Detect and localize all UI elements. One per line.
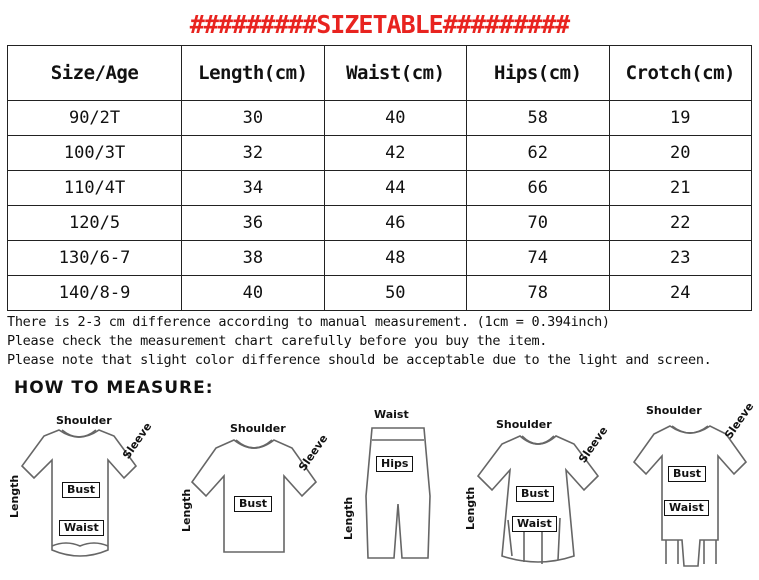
label-shoulder: Shoulder — [496, 418, 552, 432]
cell-size-age: 100/3T — [8, 136, 182, 171]
column-header-hips: Hips(cm) — [467, 46, 609, 101]
cell-crotch: 24 — [609, 276, 751, 311]
cell-waist: 50 — [324, 276, 466, 311]
label-length: Length — [342, 497, 355, 541]
cell-crotch: 22 — [609, 206, 751, 241]
label-waist: Waist — [512, 516, 557, 532]
cell-hips: 78 — [467, 276, 609, 311]
page-title: #########SIZETABLE######### — [189, 10, 570, 39]
how-to-measure-heading: HOW TO MEASURE: — [14, 378, 214, 399]
label-shoulder: Shoulder — [56, 414, 112, 428]
cell-crotch: 19 — [609, 101, 751, 136]
cell-crotch: 21 — [609, 171, 751, 206]
size-table — [7, 45, 752, 311]
label-sleeve: Sleeve — [296, 432, 331, 474]
cell-waist: 46 — [324, 206, 466, 241]
table-header-row — [8, 46, 752, 101]
table-row — [8, 171, 752, 206]
label-length: Length — [180, 489, 193, 533]
label-waist: Waist — [664, 500, 709, 516]
table-row — [8, 206, 752, 241]
cell-length: 38 — [182, 241, 324, 276]
label-bust: Bust — [62, 482, 100, 498]
cell-crotch: 23 — [609, 241, 751, 276]
label-sleeve: Sleeve — [576, 424, 611, 466]
note-line: Please note that slight color difference should be acceptable due to the light and screen. — [7, 352, 712, 369]
cell-waist: 48 — [324, 241, 466, 276]
label-bust: Bust — [234, 496, 272, 512]
label-waist: Waist — [59, 520, 104, 536]
table-body — [8, 101, 752, 311]
label-length: Length — [464, 487, 477, 531]
figure-romper — [622, 400, 756, 570]
table-row — [8, 101, 752, 136]
label-bust: Bust — [516, 486, 554, 502]
table-row — [8, 276, 752, 311]
figure-bodysuit — [4, 400, 156, 570]
cell-hips: 74 — [467, 241, 609, 276]
column-header-size-age: Size/Age — [8, 46, 182, 101]
note-line: Please check the measurement chart carefully before you buy the item. — [7, 333, 548, 350]
cell-size-age: 140/8-9 — [8, 276, 182, 311]
label-length: Length — [8, 475, 21, 519]
cell-crotch: 20 — [609, 136, 751, 171]
cell-waist: 44 — [324, 171, 466, 206]
cell-hips: 62 — [467, 136, 609, 171]
cell-size-age: 90/2T — [8, 101, 182, 136]
cell-length: 34 — [182, 171, 324, 206]
cell-size-age: 110/4T — [8, 171, 182, 206]
cell-size-age: 130/6-7 — [8, 241, 182, 276]
table-row — [8, 136, 752, 171]
cell-length: 36 — [182, 206, 324, 241]
cell-size-age: 120/5 — [8, 206, 182, 241]
cell-length: 40 — [182, 276, 324, 311]
cell-hips: 66 — [467, 171, 609, 206]
cell-waist: 40 — [324, 101, 466, 136]
cell-length: 32 — [182, 136, 324, 171]
label-sleeve: Sleeve — [120, 420, 155, 462]
cell-hips: 70 — [467, 206, 609, 241]
table-row — [8, 241, 752, 276]
label-waist: Waist — [374, 408, 409, 422]
column-header-waist: Waist(cm) — [324, 46, 466, 101]
label-sleeve: Sleeve — [722, 400, 757, 442]
cell-length: 30 — [182, 101, 324, 136]
label-shoulder: Shoulder — [646, 404, 702, 418]
figure-sweater — [178, 400, 330, 570]
label-hips: Hips — [376, 456, 413, 472]
column-header-length: Length(cm) — [182, 46, 324, 101]
how-to-measure-figures — [0, 400, 759, 570]
cell-hips: 58 — [467, 101, 609, 136]
figure-dress — [462, 400, 622, 570]
label-bust: Bust — [668, 466, 706, 482]
note-line: There is 2-3 cm difference according to manual measurement. (1cm = 0.394inch) — [7, 314, 610, 330]
measurement-notes — [7, 313, 752, 370]
figure-pants — [338, 400, 458, 570]
column-header-crotch: Crotch(cm) — [609, 46, 751, 101]
table-header — [8, 46, 752, 101]
label-shoulder: Shoulder — [230, 422, 286, 436]
cell-waist: 42 — [324, 136, 466, 171]
pants-illustration — [338, 400, 458, 570]
